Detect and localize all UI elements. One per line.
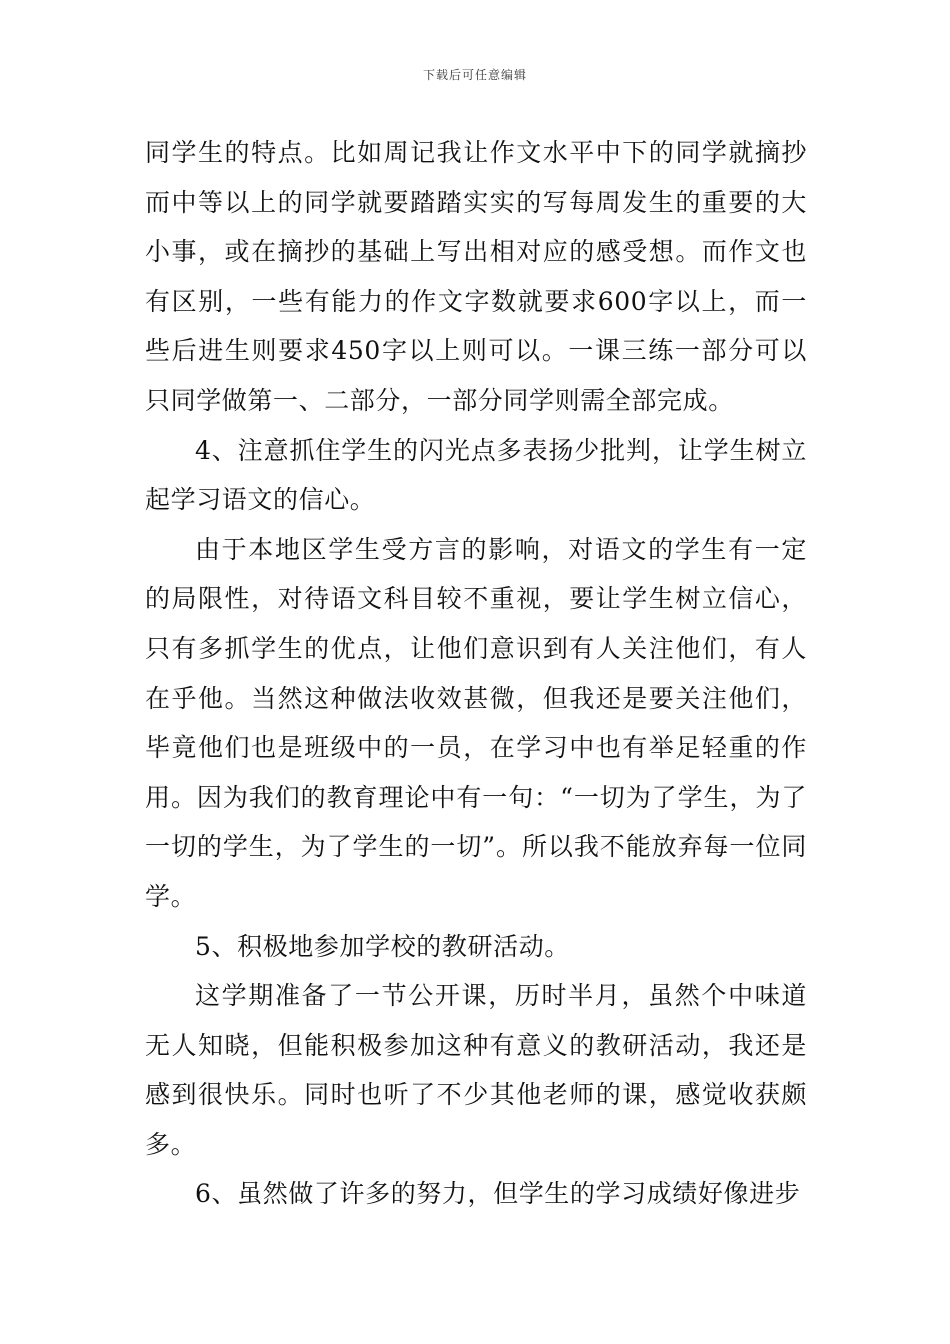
paragraph-point-6: 6、虽然做了许多的努力，但学生的学习成绩好像进步 bbox=[195, 1179, 801, 1209]
document-body bbox=[145, 128, 807, 1219]
paragraph-point-4: 4、注意抓住学生的闪光点多表扬少批判，让学生树立起学习语文的信心。 bbox=[145, 435, 807, 515]
paragraph-point-5-detail: 这学期准备了一节公开课，历时半月，虽然个中味道无人知晓，但能积极参加这种有意义的教研活动，我还是感到很快乐。同时也听了不少其他老师的课，感觉收获颇多。 bbox=[145, 981, 807, 1159]
page-header: 下载后可任意编辑 bbox=[422, 68, 527, 82]
paragraph-point-4-detail: 由于本地区学生受方言的影响，对语文的学生有一定的局限性，对待语文科目较不重视，要让学生树立信心，只有多抓学生的优点，让他们意识到有人关注他们，有人在乎他。当然这种做法收效甚微，但我还是要关注他们，毕竟他们也是班级中的一员，在学习中也有举足轻重的作用。因为我们的教育理论中有一句：“一切为了学生，为了一切的学生，为了学生的一切”。所以我不能放弃每一位同学。 bbox=[145, 534, 807, 911]
paragraph-point-5: 5、积极地参加学校的教研活动。 bbox=[195, 931, 570, 961]
paragraph-continuation: 同学生的特点。比如周记我让作文水平中下的同学就摘抄而中等以上的同学就要踏踏实实的写每周发生的重要的大小事，或在摘抄的基础上写出相对应的感受想。而作文也有区别，一些有能力的作文字数就要求600字以上，而一些后进生则要求450字以上则可以。一课三练一部分可以只同学做第一、二部分，一部分同学则需全部完成。 bbox=[145, 138, 807, 415]
